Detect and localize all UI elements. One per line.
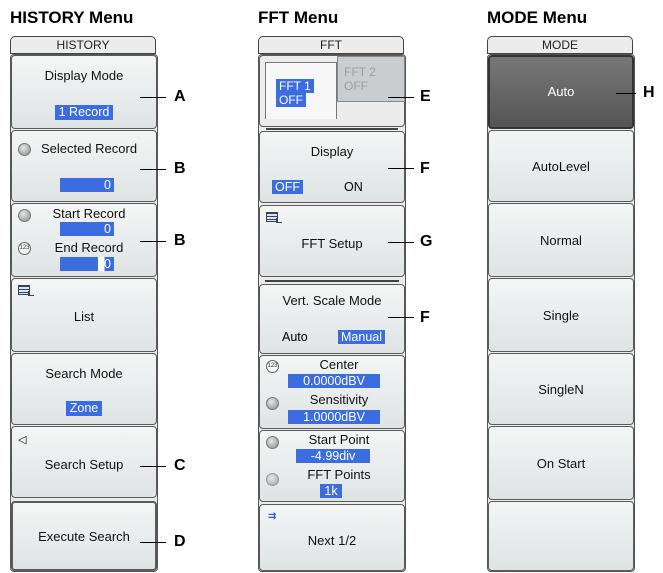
display-mode-button[interactable] <box>11 55 157 129</box>
start-end-record-button[interactable] <box>11 203 157 277</box>
history-header: HISTORY <box>10 36 156 54</box>
callout-b2: B <box>174 232 186 249</box>
start-record-value: 0 <box>60 222 114 236</box>
numeric-knob-icon: 123 <box>266 360 279 373</box>
tab-fft2-name: FFT 2 <box>344 65 376 79</box>
start-point-value: -4.99div <box>296 449 370 463</box>
center-value: 0.0000dBV <box>288 374 380 388</box>
vert-scale-mode-button[interactable] <box>259 284 405 354</box>
vert-scale-label: Vert. Scale Mode <box>282 293 382 308</box>
numeric-knob-icon: 123 <box>18 242 31 255</box>
selected-record-button[interactable] <box>11 130 157 202</box>
fft-menu-title: FFT Menu <box>258 8 339 27</box>
fft-display-off: OFF <box>272 180 303 194</box>
mode-item-label: On Start <box>536 456 586 471</box>
divider <box>266 128 398 130</box>
callout-h: H <box>643 84 655 101</box>
fft-display-on: ON <box>344 180 363 194</box>
tab-fft2-state: OFF <box>344 79 368 93</box>
search-mode-value: Zone <box>66 401 103 416</box>
search-mode-label: Search Mode <box>45 366 123 381</box>
fft-tab-area <box>259 55 405 127</box>
callout-line-f2 <box>388 317 414 318</box>
mode-item-label: AutoLevel <box>532 159 590 174</box>
list-button[interactable] <box>11 278 157 352</box>
mode-menu-title: MODE Menu <box>487 8 588 27</box>
fft-panel <box>258 54 406 572</box>
fft-header: FFT <box>258 36 404 54</box>
callout-line-b2 <box>140 241 166 242</box>
callout-line-d <box>140 542 166 543</box>
sensitivity-label: Sensitivity <box>309 392 369 407</box>
mode-item-autolevel[interactable] <box>488 130 634 202</box>
callout-d: D <box>174 533 186 550</box>
mode-item-on-start[interactable] <box>488 426 634 500</box>
end-record-label: End Record <box>54 240 124 255</box>
fft-setup-label: FFT Setup <box>301 236 363 251</box>
vert-scale-auto: Auto <box>282 330 308 344</box>
end-record-value: 0 <box>60 257 114 271</box>
center-label: Center <box>319 357 359 372</box>
next-arrow-icon: ⇉ <box>268 511 277 522</box>
callout-c: C <box>174 457 186 474</box>
mode-item-label: Auto <box>547 84 575 99</box>
search-setup-button[interactable] <box>11 426 157 498</box>
start-point-label: Start Point <box>308 432 370 447</box>
tab-fft1-state: OFF <box>276 93 306 107</box>
list-label: List <box>73 309 95 324</box>
callout-line-c <box>140 466 166 467</box>
callout-g: G <box>420 233 433 250</box>
list-icon <box>18 285 30 295</box>
callout-line-f1 <box>388 168 414 169</box>
history-panel <box>10 54 158 572</box>
fft-points-label: FFT Points <box>307 467 371 482</box>
search-mode-button[interactable] <box>11 353 157 425</box>
display-mode-label: Display Mode <box>44 68 124 83</box>
next-page-button[interactable] <box>259 504 405 571</box>
callout-line-g <box>388 242 414 243</box>
callout-f2: F <box>420 309 430 326</box>
callout-e: E <box>420 88 431 105</box>
callout-f1: F <box>420 160 430 177</box>
start-record-label: Start Record <box>52 206 126 221</box>
callout-line-e <box>388 97 414 98</box>
tab-fft1-name: FFT 1 <box>276 79 314 93</box>
selected-record-label: Selected Record <box>40 141 138 156</box>
fft-setup-button[interactable] <box>259 205 405 277</box>
list-icon <box>266 212 278 222</box>
display-mode-value: 1 Record <box>55 105 114 120</box>
callout-a: A <box>174 88 186 105</box>
mode-item-label: SingleN <box>538 382 584 397</box>
fft-points-value: 1k <box>320 484 342 498</box>
mode-item-single[interactable] <box>488 278 634 352</box>
vert-scale-manual: Manual <box>338 330 385 344</box>
tab-fft2[interactable] <box>337 56 405 102</box>
mode-item-label: Normal <box>540 233 582 248</box>
mode-panel <box>487 54 635 572</box>
sensitivity-value: 1.0000dBV <box>288 410 380 424</box>
fft-display-label: Display <box>310 144 354 159</box>
mode-item-normal[interactable] <box>488 203 634 277</box>
mode-item-singlen[interactable] <box>488 353 634 425</box>
execute-search-label: Execute Search <box>38 529 130 544</box>
submenu-arrow-icon: ◁ <box>18 434 27 446</box>
start-point-fft-points-button[interactable] <box>259 430 405 502</box>
selected-record-value: 0 <box>60 178 114 192</box>
history-menu-title: HISTORY Menu <box>10 8 134 27</box>
mode-header: MODE <box>487 36 633 54</box>
tab-fft1[interactable] <box>265 62 337 119</box>
mode-item-auto[interactable] <box>488 55 634 129</box>
fft-display-button[interactable] <box>259 131 405 203</box>
search-setup-label: Search Setup <box>44 457 124 472</box>
callout-line-h <box>616 93 636 94</box>
callout-line-b1 <box>140 169 166 170</box>
callout-line-a <box>140 97 166 98</box>
next-label: Next 1/2 <box>307 533 357 548</box>
callout-b1: B <box>174 160 186 177</box>
divider <box>265 280 399 282</box>
center-sensitivity-button[interactable] <box>259 355 405 429</box>
execute-search-button[interactable] <box>11 501 157 571</box>
mode-item-label: Single <box>542 308 580 323</box>
mode-item-empty <box>488 501 634 571</box>
